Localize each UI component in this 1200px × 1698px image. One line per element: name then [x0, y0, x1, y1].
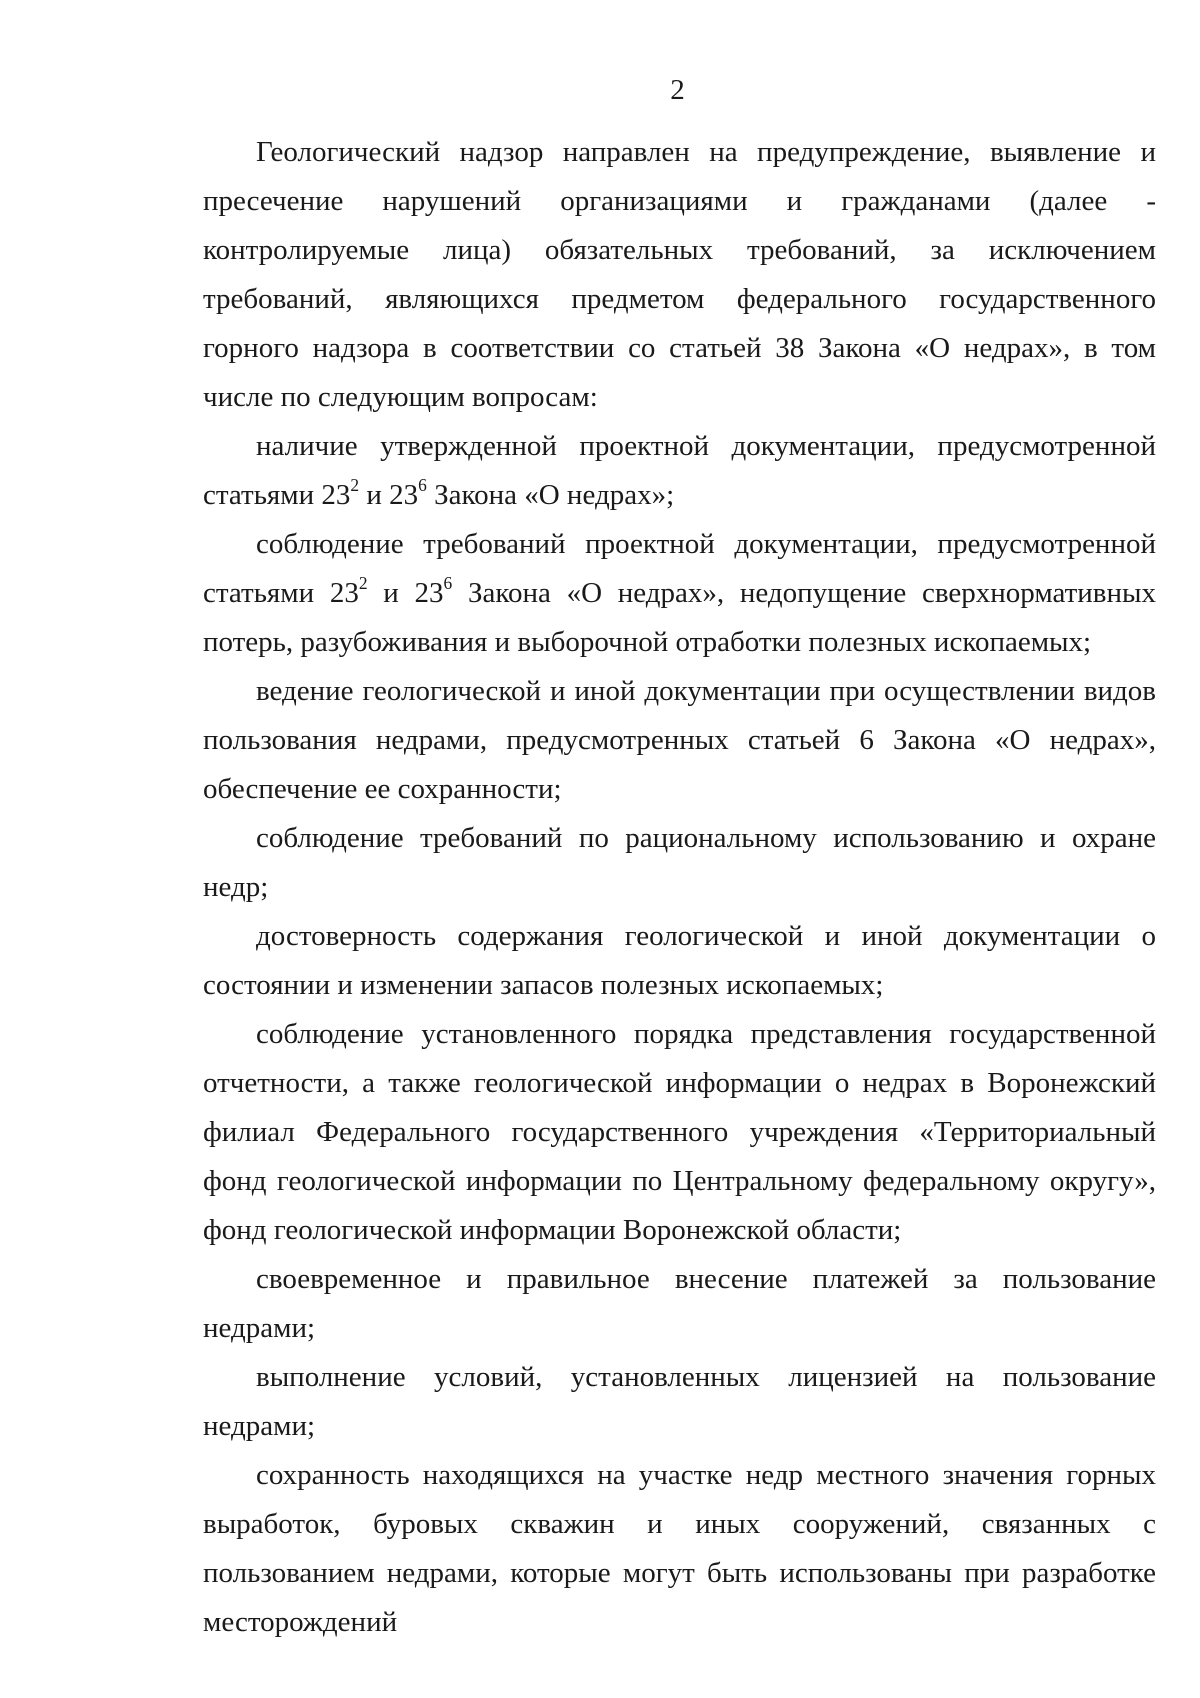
paragraph-payments: своевременное и правильное внесение платежей за пользование недрами; — [203, 1263, 1156, 1344]
paragraph-intro: Геологический надзор направлен на предупреждение, выявление и пресечение нарушений организациями и гражданами (далее - контролируемые лица) обязательных требований, за исключением требований, являющихся предметом федерального государственного горного надзора в соответствии со статьей 38 Закона «О недрах», в том числе по следующим вопросам: — [203, 136, 1156, 413]
text-fragment: Закона «О недрах»; — [426, 479, 675, 511]
superscript: 2 — [350, 474, 360, 495]
text-fragment: наличие утвержденной проектной документации, предусмотренной статьями 23 — [203, 430, 1156, 511]
superscript: 6 — [443, 572, 453, 593]
text-fragment: соблюдение требований проектной документации, предусмотренной статьями 23 — [203, 528, 1156, 609]
paragraph-rational-use: соблюдение требований по рациональному использованию и охране недр; — [203, 822, 1156, 903]
paragraph-license-conditions: выполнение условий, установленных лицензией на пользование недрами; — [203, 1361, 1156, 1442]
paragraph-reporting: соблюдение установленного порядка представления государственной отчетности, а также геологической информации о недрах в Воронежский филиал Федерального государственного учреждения «Территориальный фонд геологической информации по Центральному федеральному округу», фонд геологической информации Воронежской области; — [203, 1018, 1156, 1246]
paragraph-project-documentation-compliance — [203, 520, 1156, 667]
paragraph-project-documentation-availability — [203, 422, 1156, 520]
page-number: 2 — [670, 74, 685, 106]
text-fragment: Закона «О недрах», недопущение сверхнормативных потерь, разубоживания и выборочной отработки полезных ископаемых; — [203, 577, 1156, 658]
paragraph-workings-preservation: сохранность находящихся на участке недр местного значения горных выработок, буровых скважин и иных сооружений, связанных с пользованием недрами, которые могут быть использованы при разработке месторождений — [203, 1459, 1156, 1638]
superscript: 2 — [358, 572, 368, 593]
paragraph-reliability: достоверность содержания геологической и иной документации о состоянии и изменении запасов полезных ископаемых; — [203, 920, 1156, 1001]
text-fragment: и 23 — [367, 577, 444, 609]
paragraph-geological-documentation: ведение геологической и иной документации при осуществлении видов пользования недрами, предусмотренных статьей 6 Закона «О недрах», обеспечение ее сохранности; — [203, 675, 1156, 805]
superscript: 6 — [418, 474, 427, 495]
text-fragment: и 23 — [359, 479, 419, 511]
document-body — [203, 128, 1156, 1647]
